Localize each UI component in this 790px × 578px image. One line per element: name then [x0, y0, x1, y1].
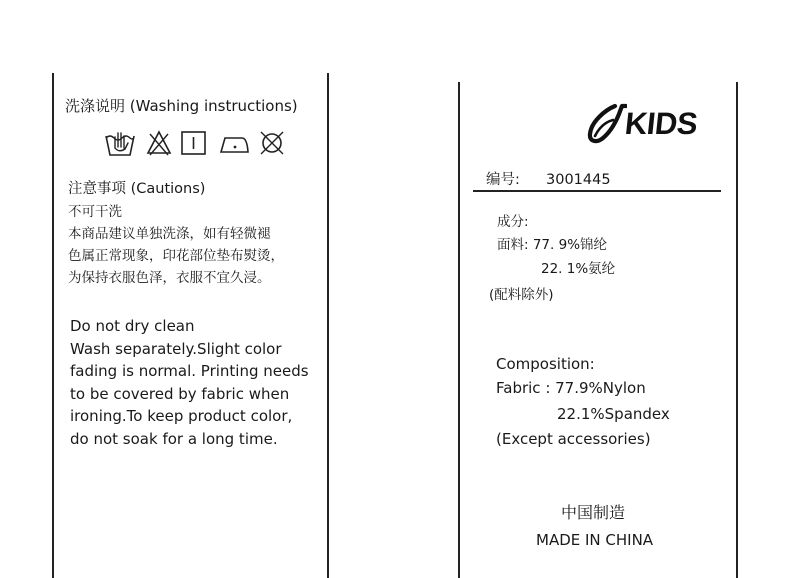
right-label-left-border — [458, 82, 460, 578]
cautions-en-text — [70, 315, 309, 450]
zh-composition-heading: 成分: — [497, 214, 529, 230]
cautions-zh-text — [68, 201, 284, 289]
cautions-heading: 注意事项 (Cautions) — [68, 181, 206, 197]
right-label-right-border — [736, 82, 738, 578]
cautions-zh-line: 本商品建议单独洗涤，如有轻微褪 — [68, 226, 271, 242]
hand-wash-40-icon — [104, 128, 136, 158]
zh-fabric-line-2: 22. 1%氨纶 — [541, 261, 616, 277]
left-label-left-border — [52, 73, 54, 578]
cautions-zh-line: 色属正常现象，印花部位垫布熨烫， — [68, 248, 284, 264]
header-divider — [473, 190, 721, 192]
cautions-en-line: fading is normal. Printing needs — [70, 362, 309, 380]
iron-low-icon — [218, 128, 250, 158]
brand-logo — [585, 100, 705, 148]
product-number-label: 编号: — [486, 172, 520, 188]
cautions-en-line: ironing.To keep product color, — [70, 407, 293, 425]
do-not-dry-clean-icon — [257, 128, 287, 158]
product-number-value: 3001445 — [546, 172, 611, 188]
zh-except-note: (配料除外) — [489, 287, 554, 303]
cautions-en-line: do not soak for a long time. — [70, 429, 278, 448]
care-symbols — [104, 128, 290, 162]
brand-name: KIDS — [623, 106, 699, 141]
line-dry-icon — [180, 128, 208, 158]
cautions-zh-line: 为保持衣服色泽，衣服不宜久浸。 — [68, 270, 271, 286]
cautions-zh-line: 不可干洗 — [68, 204, 122, 220]
do-not-bleach-icon — [146, 128, 172, 158]
cautions-en-line: Wash separately.Slight color — [70, 339, 282, 358]
en-fabric-line: Fabric : 77.9%Nylon — [496, 379, 646, 397]
brand-swoosh-icon — [585, 100, 627, 148]
en-fabric-line-2: 22.1%Spandex — [557, 405, 670, 423]
zh-fabric-line: 面料: 77. 9%锦纶 — [497, 237, 608, 253]
en-composition-heading: Composition: — [496, 355, 595, 373]
cautions-en-line: Do not dry clean — [70, 317, 195, 335]
origin-zh: 中国制造 — [561, 503, 626, 522]
left-label-right-border — [327, 73, 329, 578]
en-except-note: (Except accessories) — [496, 430, 651, 448]
cautions-en-line: to be covered by fabric when — [70, 384, 290, 403]
washing-instructions-title: 洗涤说明 (Washing instructions) — [65, 97, 298, 115]
origin-en: MADE IN CHINA — [536, 531, 654, 549]
